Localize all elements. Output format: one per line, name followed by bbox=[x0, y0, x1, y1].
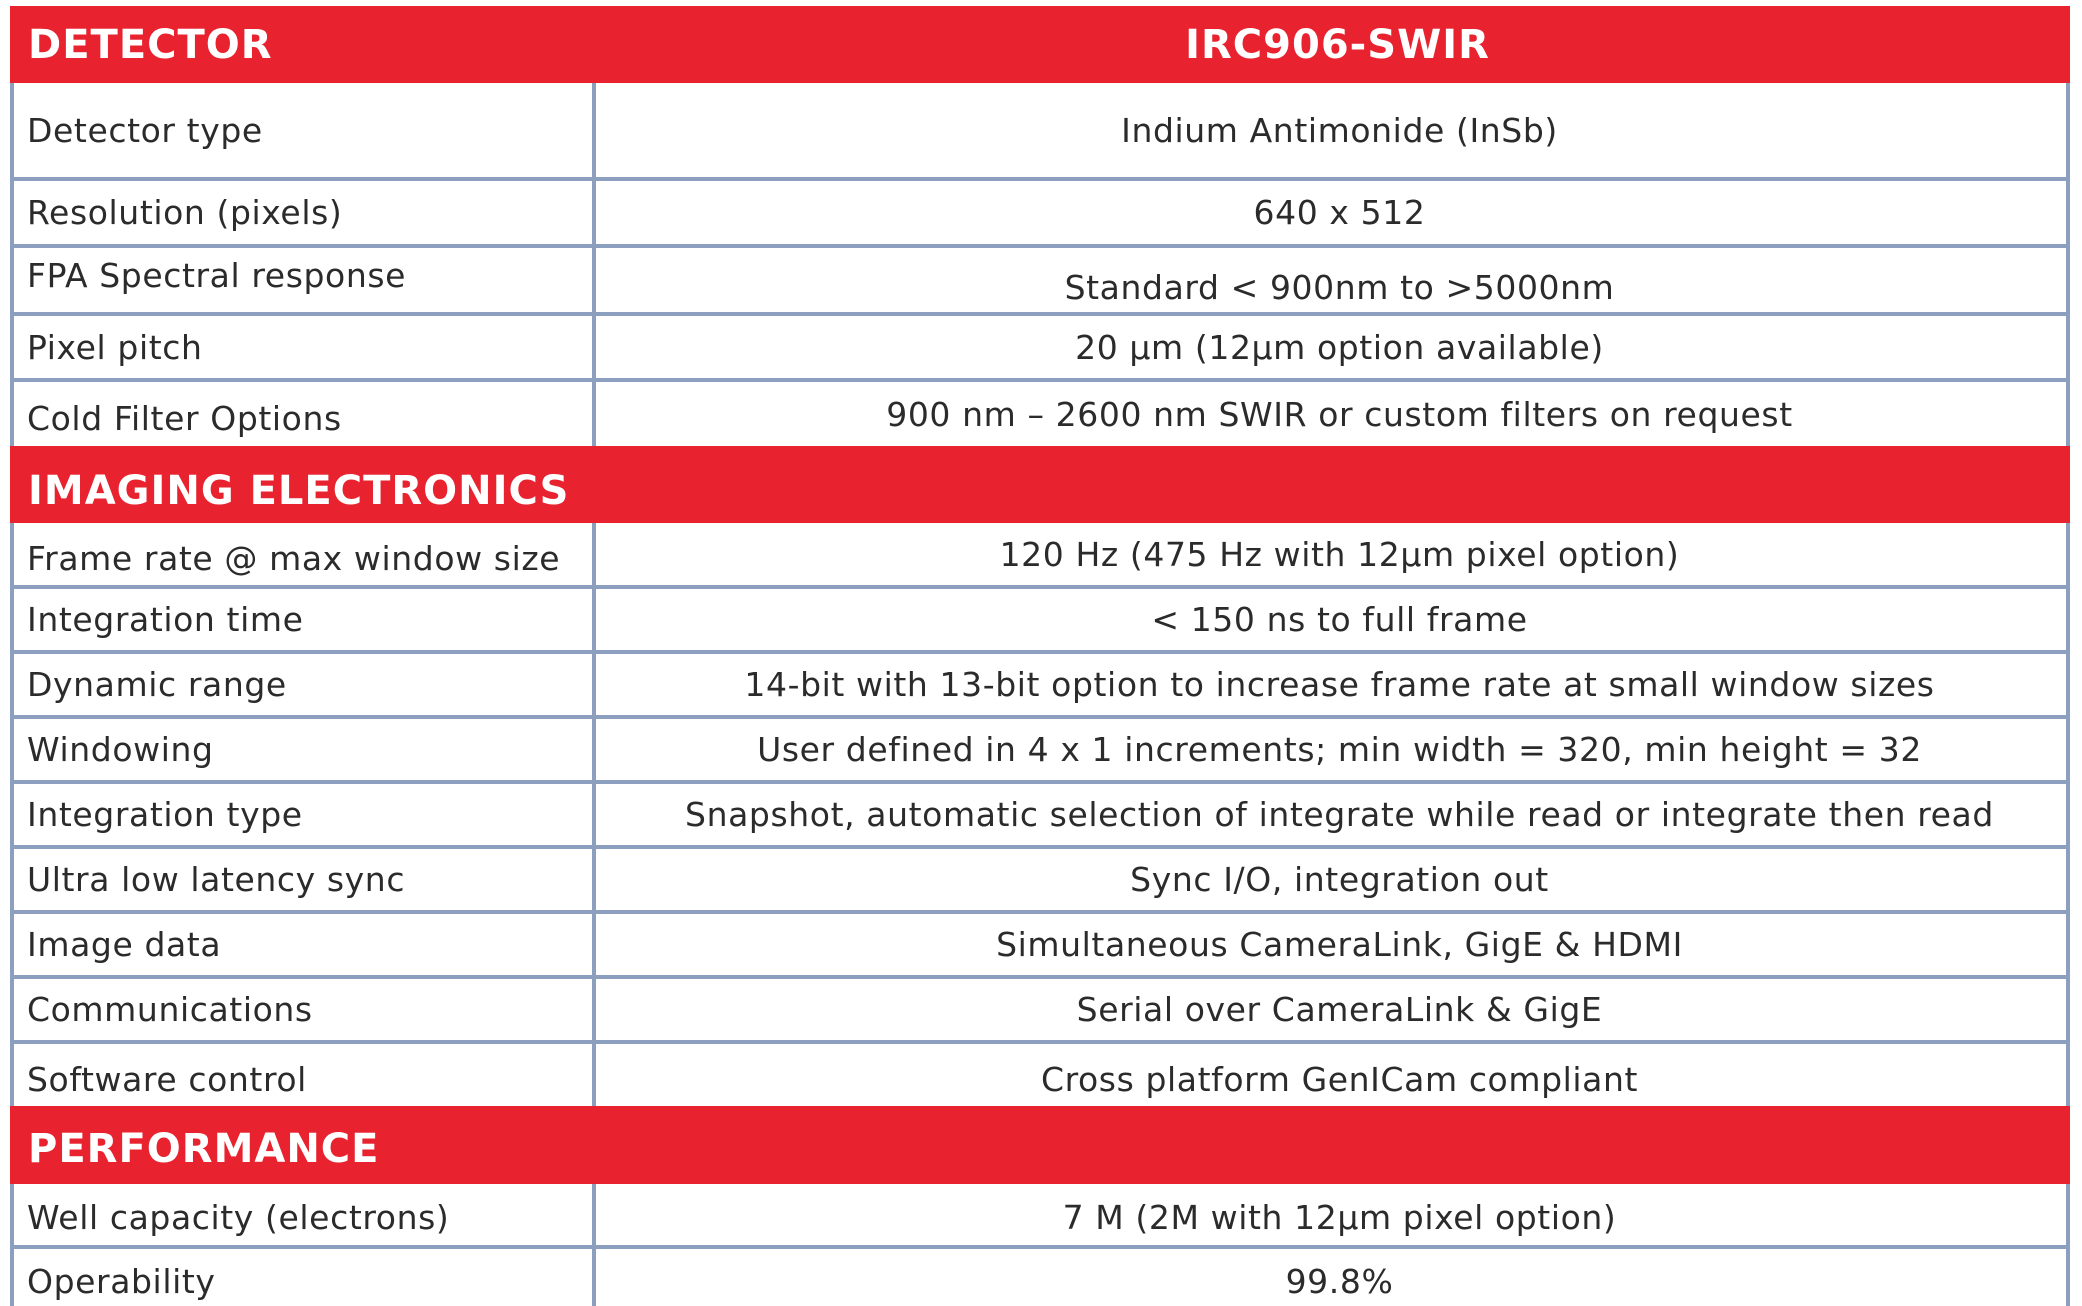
row-value: 120 Hz (475 Hz with 12µm pixel option) bbox=[999, 534, 1680, 574]
row-value: Sync I/O, integration out bbox=[1130, 860, 1549, 899]
table-row bbox=[12, 1044, 2070, 1106]
row-value: 900 nm – 2600 nm SWIR or custom filters on request bbox=[886, 394, 1793, 434]
model-name: IRC906-SWIR bbox=[1185, 21, 1490, 68]
row-label: Pixel pitch bbox=[27, 327, 203, 367]
table-row bbox=[12, 1184, 2070, 1249]
row-label: Well capacity (electrons) bbox=[27, 1198, 450, 1237]
table-border-left bbox=[10, 83, 14, 446]
table-border-right bbox=[2066, 83, 2070, 446]
row-value: 20 µm (12µm option available) bbox=[1075, 327, 1604, 367]
row-label: Image data bbox=[27, 925, 222, 964]
section-header-imaging-electronics bbox=[10, 446, 2070, 523]
row-value: 640 x 512 bbox=[1253, 193, 1426, 232]
row-label: Ultra low latency sync bbox=[27, 860, 406, 899]
row-value: 7 M (2M with 12µm pixel option) bbox=[1062, 1198, 1617, 1237]
row-value: 99.8% bbox=[1285, 1262, 1394, 1301]
table-row bbox=[12, 914, 2070, 979]
row-label: Windowing bbox=[27, 730, 214, 769]
row-label: Cold Filter Options bbox=[27, 398, 342, 438]
section-title: PERFORMANCE bbox=[28, 1126, 380, 1172]
table-border-right bbox=[2066, 523, 2070, 1106]
table-row bbox=[12, 181, 2070, 248]
row-label: Integration type bbox=[27, 795, 303, 834]
row-value: Indium Antimonide (InSb) bbox=[1121, 110, 1558, 150]
row-label: Detector type bbox=[27, 110, 263, 150]
row-value: Cross platform GenICam compliant bbox=[1040, 1059, 1639, 1099]
table-row bbox=[12, 719, 2070, 784]
row-label: Resolution (pixels) bbox=[27, 193, 343, 232]
row-value: < 150 ns to full frame bbox=[1151, 600, 1528, 639]
section-header-performance bbox=[10, 1106, 2070, 1184]
table-row bbox=[12, 83, 2070, 181]
row-value: 14-bit with 13-bit option to increase frame rate at small window sizes bbox=[744, 665, 1935, 704]
table-row bbox=[12, 784, 2070, 849]
row-label: Communications bbox=[27, 990, 313, 1029]
table-border-left bbox=[10, 1184, 14, 1306]
row-label: Integration time bbox=[27, 600, 304, 639]
table-row bbox=[12, 589, 2070, 654]
column-divider bbox=[592, 523, 596, 1106]
row-label: Software control bbox=[27, 1059, 307, 1099]
row-value: Standard < 900nm to >5000nm bbox=[1064, 267, 1615, 307]
column-divider bbox=[592, 1184, 596, 1306]
row-label: Dynamic range bbox=[27, 665, 287, 704]
row-label: Operability bbox=[27, 1262, 216, 1301]
table-row bbox=[12, 248, 2070, 316]
section-title: IMAGING ELECTRONICS bbox=[28, 467, 570, 514]
table-row bbox=[12, 382, 2070, 446]
row-label: Frame rate @ max window size bbox=[27, 538, 561, 578]
column-divider bbox=[592, 83, 596, 446]
row-value: Snapshot, automatic selection of integrate while read or integrate then read bbox=[685, 795, 1994, 834]
row-value: User defined in 4 x 1 increments; min width = 320, min height = 32 bbox=[757, 730, 1922, 769]
section-title: DETECTOR bbox=[28, 21, 273, 68]
row-label: FPA Spectral response bbox=[27, 255, 407, 295]
table-row bbox=[12, 849, 2070, 914]
section-header-detector bbox=[10, 6, 2070, 83]
table-border-left bbox=[10, 523, 14, 1106]
row-value: Serial over CameraLink & GigE bbox=[1076, 990, 1603, 1029]
table-row bbox=[12, 654, 2070, 719]
table-row bbox=[12, 523, 2070, 589]
table-border-right bbox=[2066, 1184, 2070, 1306]
table-row bbox=[12, 979, 2070, 1044]
table-row bbox=[12, 316, 2070, 382]
row-value: Simultaneous CameraLink, GigE & HDMI bbox=[996, 925, 1683, 964]
table-row bbox=[12, 1249, 2070, 1306]
